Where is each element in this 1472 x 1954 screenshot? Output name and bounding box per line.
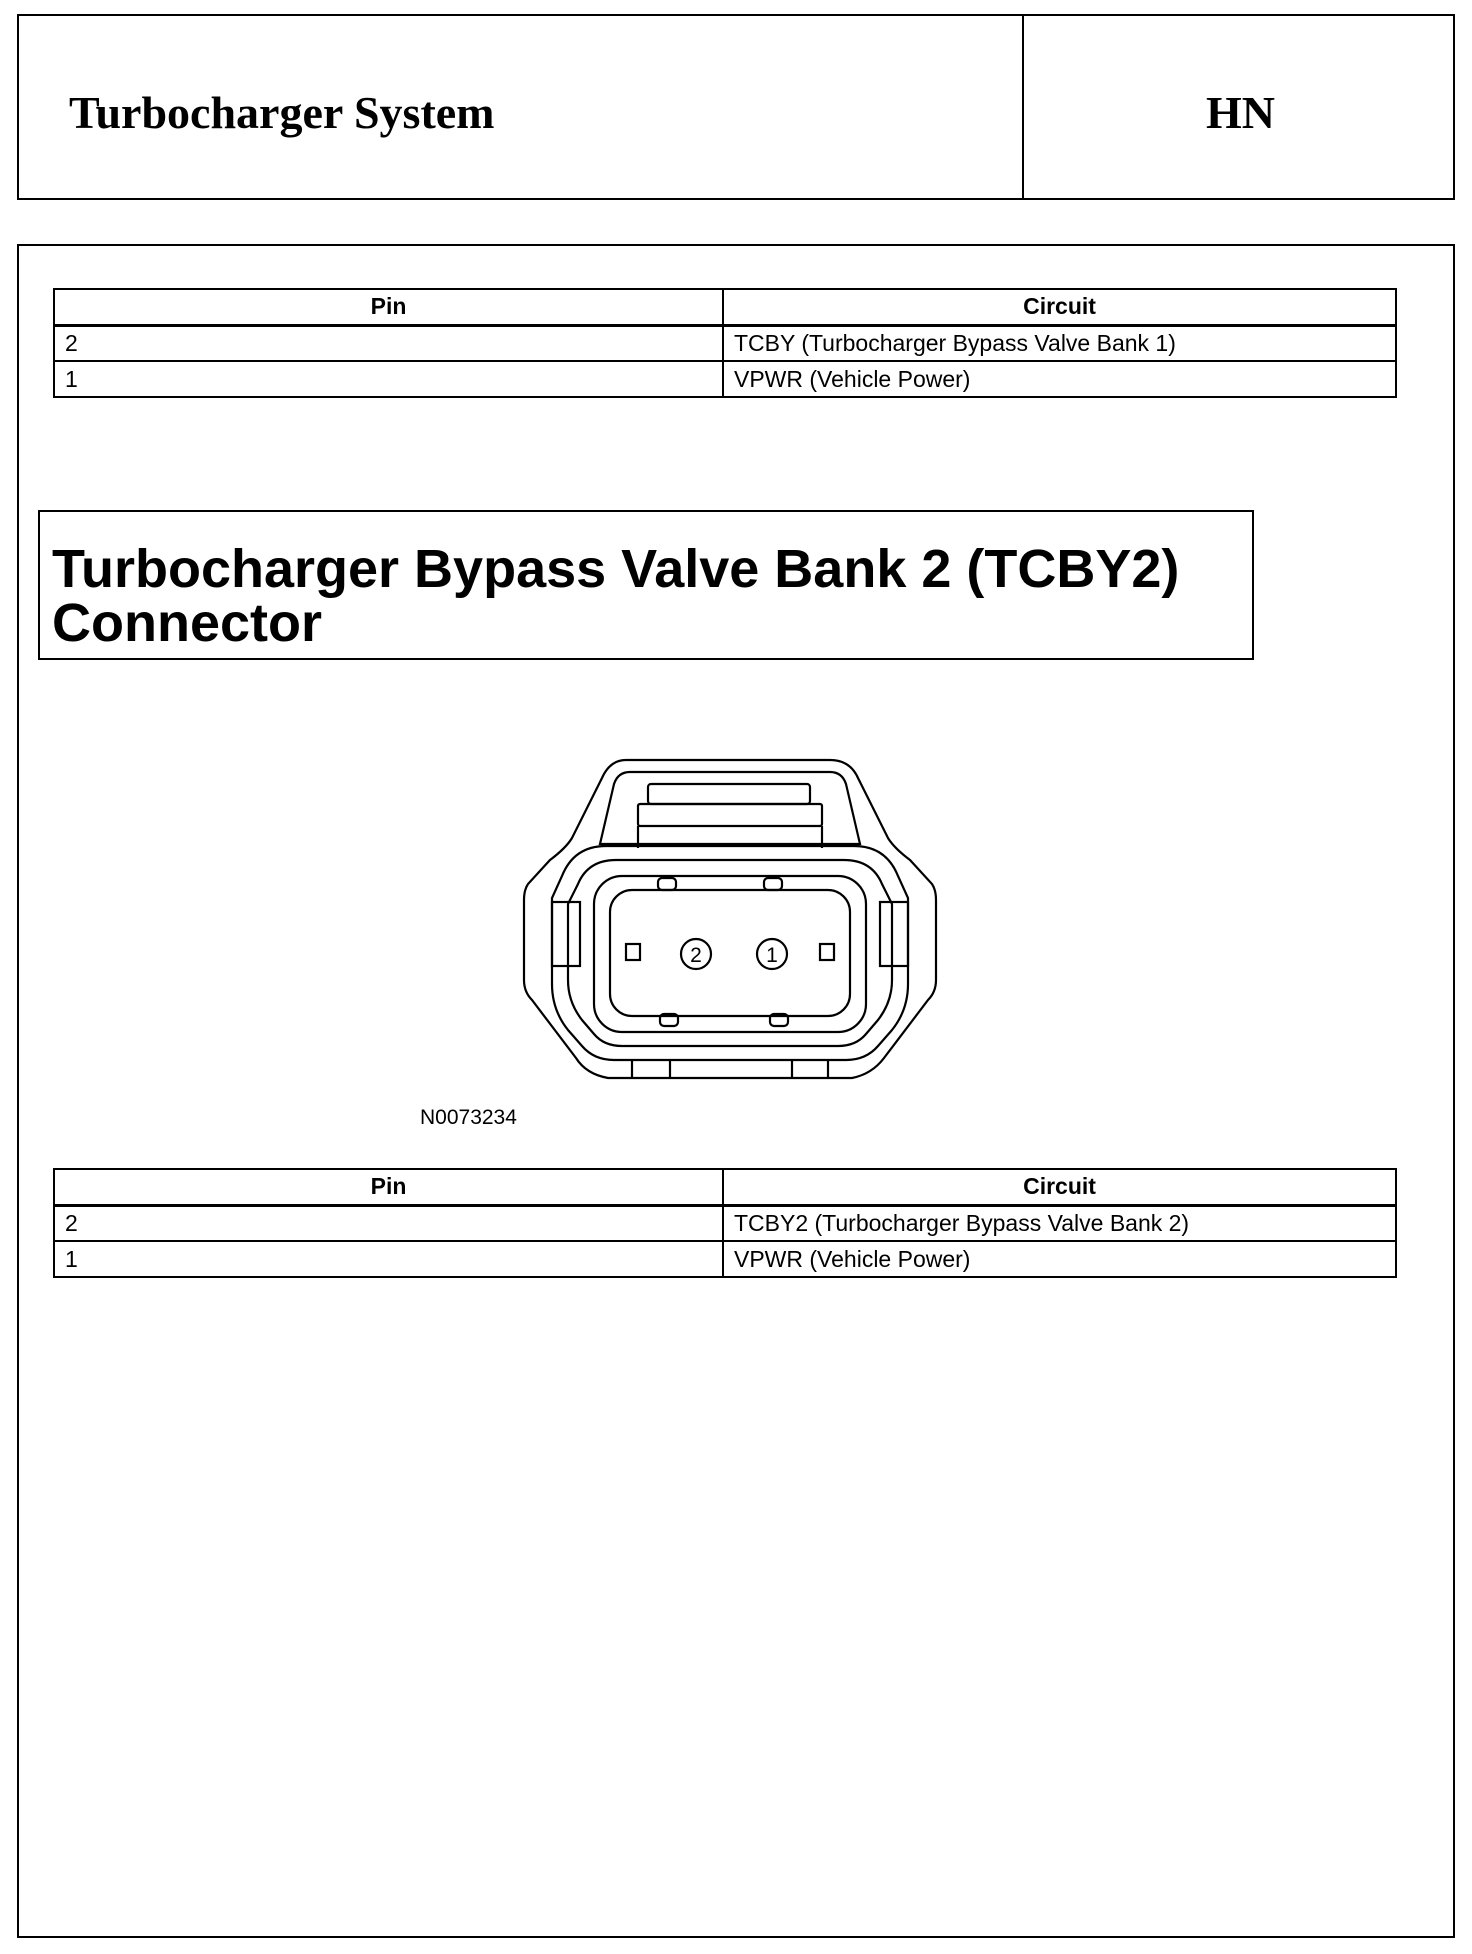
pin-cell: 2 [54,325,723,361]
table-row [54,1205,1396,1241]
pin-column-header: Pin [54,289,723,325]
header-title: Turbocharger System [69,87,495,138]
connector-side-tab-right [880,902,908,966]
header-code: HN [1206,87,1275,138]
circuit-cell: VPWR (Vehicle Power) [723,1241,1396,1277]
pin-cell: 1 [54,1241,723,1277]
table-row [54,325,1396,361]
pin-column-header: Pin [54,1169,723,1205]
section-title [38,510,1254,660]
table-row [54,1241,1396,1277]
circuit-cell: VPWR (Vehicle Power) [723,361,1396,397]
section-title-line-1: Turbocharger Bypass Valve Bank 2 (TCBY2) [52,539,1180,599]
table-header-row [54,289,1396,325]
section-title-line-2: Connector [52,593,322,653]
circuit-cell: TCBY2 (Turbocharger Bypass Valve Bank 2) [723,1205,1396,1241]
pin-cell: 2 [54,1205,723,1241]
circuit-cell: TCBY (Turbocharger Bypass Valve Bank 1) [723,325,1396,361]
pin-cell: 1 [54,361,723,397]
connector-side-tab-left [552,902,580,966]
circuit-column-header: Circuit [723,1169,1396,1205]
figure-id: N0073234 [420,1106,517,1129]
pin-2-label: 2 [690,944,702,967]
table-header-row [54,1169,1396,1205]
two-pin-connector-icon [520,748,940,1098]
connector-terminal-cavity [610,890,850,1016]
connector-housing-outline [524,760,936,1078]
page-header [17,14,1455,200]
circuit-column-header: Circuit [723,289,1396,325]
pin-1-label: 1 [766,944,778,967]
pin-table-bank-1 [53,288,1397,398]
table-row [54,361,1396,397]
pin-table-bank-2 [53,1168,1397,1278]
